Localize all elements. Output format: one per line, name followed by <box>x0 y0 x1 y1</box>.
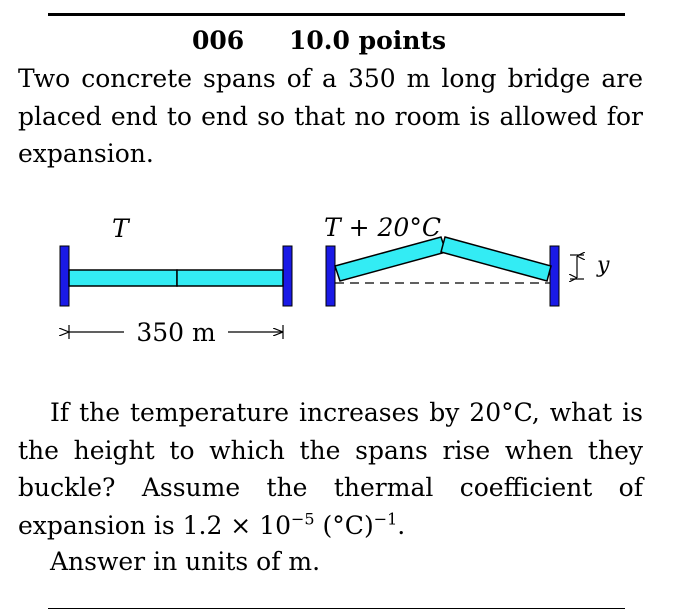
height-label: y <box>597 253 610 278</box>
problem-header <box>192 26 446 55</box>
right-support-left <box>326 246 335 306</box>
top-rule <box>48 13 625 16</box>
question-end: . <box>397 510 406 540</box>
bottom-rule <box>48 608 625 609</box>
problem-points: 10.0 points <box>289 26 447 55</box>
problem-question <box>18 394 643 544</box>
answer-units: Answer in units of m. <box>50 547 321 576</box>
problem-number: 006 <box>192 26 245 55</box>
label-left-temperature: T <box>112 214 129 243</box>
label-right-temperature: T + 20°C <box>324 213 441 242</box>
right-span-2 <box>441 237 551 281</box>
left-support-right <box>283 246 292 306</box>
bridge-figure <box>0 200 681 360</box>
left-support-left <box>60 246 69 306</box>
question-units: (°C) <box>314 510 374 540</box>
exponent-2: −1 <box>373 509 398 529</box>
problem-intro: Two concrete spans of a 350 m long bridge are placed end to end so that no room is allowed for expansion. <box>18 64 643 168</box>
right-support-right <box>550 246 559 306</box>
right-span-1 <box>335 237 446 281</box>
exponent-1: −5 <box>291 509 315 529</box>
question-text: If the temperature increases by 20°C, what is the height to which the spans rise when they buckle? Assume the thermal coefficient of expansion is 1.2 × 10 <box>18 398 643 540</box>
left-span-1 <box>69 270 177 286</box>
dimension-label: 350 m <box>136 318 216 347</box>
left-span-2 <box>177 270 283 286</box>
